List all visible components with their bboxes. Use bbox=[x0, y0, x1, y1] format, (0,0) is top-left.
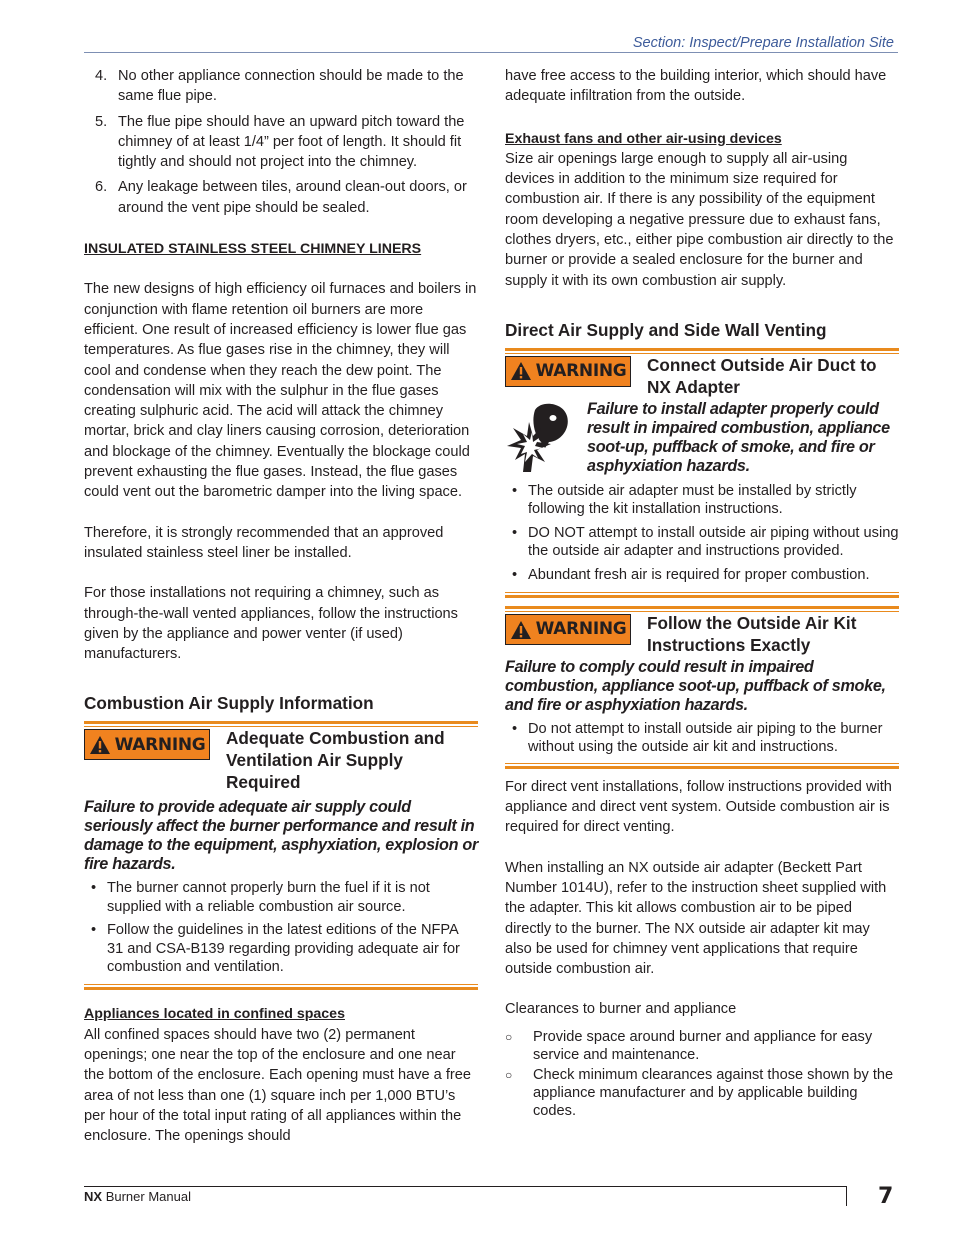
exhaust-text: Size air openings large enough to supply all air-using devices in addition to the minimum size required for combustion air. If there is any possibility of the equipment room developing a negative pressure due to exhaust fans, clothes dryers, etc., either pipe combustion air directly to the burner or provide a sealed enclosure for the burner and supply it with its own combustion air supply. bbox=[505, 150, 894, 289]
list-item: • Do not attempt to install outside air piping to the burner without using the outside air kit and instructions. bbox=[512, 721, 883, 756]
warning-badge: WARNING bbox=[505, 356, 631, 387]
section-label: Section: Inspect/Prepare Installation Site bbox=[632, 35, 894, 51]
direct-air-heading: Direct Air Supply and Side Wall Venting bbox=[505, 319, 827, 340]
warning-top-rule bbox=[84, 721, 478, 724]
clearances-label: Clearances to burner and appliance bbox=[505, 1001, 737, 1018]
warning-italic-text: Failure to install adapter properly could result in impaired combustion, appliance soot-up, puffback of smoke, and fire or asphyxiation hazards. bbox=[587, 399, 890, 475]
warning-bottom-rule bbox=[505, 595, 899, 598]
warning-title: Connect Outside Air Duct to NX Adapter bbox=[647, 354, 877, 397]
warning-block-outside-air-kit bbox=[505, 606, 899, 769]
list-item: 4. No other appliance connection should be made to the same flue pipe. bbox=[95, 68, 464, 105]
list-item: • The outside air adapter must be installed by strictly following the kit installation instructions. bbox=[512, 482, 857, 518]
header-rule bbox=[84, 52, 898, 53]
right-column bbox=[505, 66, 899, 1122]
explosion-hazard-icon bbox=[505, 402, 571, 474]
warning-bullets bbox=[505, 482, 899, 584]
warning-block-adequate-air bbox=[84, 721, 478, 990]
warning-triangle-icon bbox=[89, 735, 111, 755]
warning-triangle-icon bbox=[510, 361, 532, 381]
liners-heading: INSULATED STAINLESS STEEL CHIMNEY LINERS bbox=[84, 241, 422, 258]
warning-bottom-rule bbox=[505, 766, 899, 769]
warning-bullets bbox=[505, 720, 899, 757]
warning-italic-text: Failure to comply could result in impaired combustion, appliance soot-up, puffback of smoke, and fire or asphyxiation hazards. bbox=[505, 658, 886, 714]
list-item: ○ Provide space around burner and appliance for easy service and maintenance. bbox=[505, 1028, 873, 1064]
direct-vent-paragraph-2: When installing an NX outside air adapter (Beckett Part Number 1014U), refer to the instruction sheet supplied with the adapter. This kit allows combustion air to be piped directly to the burner. The NX outside air adapter kit may also be used for chimney vent applications that require outside combustion air. bbox=[505, 859, 887, 978]
confined-text: All confined spaces should have two (2) permanent openings; one near the top of the enclosure and one near the bottom of the enclosure. Each opening must have a free area of not less than one (1) square inch per 1,000 BTU’s per hour of the total input rating of all appliances within the enclosure. The openings should bbox=[84, 1026, 471, 1145]
continued-text: have free access to the building interior, which should have adequate infiltration from the outside. bbox=[505, 68, 887, 105]
list-item: • Abundant fresh air is required for proper combustion. bbox=[512, 566, 870, 583]
warning-bullets bbox=[84, 879, 478, 976]
warning-top-rule bbox=[505, 606, 899, 609]
page-number: 7 bbox=[878, 1184, 894, 1209]
warning-block-outside-air-duct bbox=[505, 348, 899, 598]
warning-italic-text: Failure to provide adequate air supply could seriously affect the burner performance and result in damage to the equipment, asphyxiation, explosion or fire hazards. bbox=[84, 798, 478, 874]
list-item: 6. Any leakage between tiles, around clean-out doors, or around the vent pipe should be sealed. bbox=[95, 179, 467, 216]
list-item: • Follow the guidelines in the latest editions of the NFPA 31 and CSA-B139 regarding providing adequate air for combustion and ventilation. bbox=[91, 922, 460, 976]
clearances-list bbox=[505, 1028, 899, 1121]
exhaust-heading: Exhaust fans and other air-using devices bbox=[505, 130, 782, 147]
warning-badge: WARNING bbox=[84, 729, 210, 760]
numbered-list bbox=[84, 66, 478, 218]
footer-rule bbox=[84, 1186, 847, 1187]
list-item: 5. The flue pipe should have an upward pitch toward the chimney of at least 1/4” per foot of length. It should fit tightly and should not project into the chimney. bbox=[95, 113, 465, 171]
left-column bbox=[84, 66, 478, 1147]
direct-vent-paragraph-1: For direct vent installations, follow instructions provided with appliance and direct vent system. Outside combustion air is required for direct venting. bbox=[505, 778, 892, 836]
warning-badge: WARNING bbox=[505, 614, 631, 645]
warning-top-rule bbox=[505, 348, 899, 351]
liners-paragraph-3: For those installations not requiring a chimney, such as through-the-wall vented appliances, follow the instructions given by the appliance and power venter (if used) manufacturers. bbox=[84, 585, 458, 663]
confined-heading: Appliances located in confined spaces bbox=[84, 1006, 345, 1023]
warning-title: Follow the Outside Air Kit Instructions Exactly bbox=[647, 613, 857, 655]
warning-title: Adequate Combustion and Ventilation Air Supply Required bbox=[226, 728, 445, 793]
liners-paragraph-2: Therefore, it is strongly recommended that an approved insulated stainless steel liner be installed. bbox=[84, 524, 444, 561]
list-item: • The burner cannot properly burn the fuel if it is not supplied with a reliable combustion air source. bbox=[91, 880, 430, 915]
footer-divider bbox=[846, 1186, 847, 1206]
combustion-heading: Combustion Air Supply Information bbox=[84, 693, 374, 714]
list-item: ○ Check minimum clearances against those shown by the appliance manufacturer and by applicable building codes. bbox=[505, 1066, 894, 1120]
warning-bottom-rule bbox=[84, 987, 478, 990]
warning-triangle-icon bbox=[510, 620, 532, 640]
liners-paragraph-1: The new designs of high efficiency oil furnaces and boilers in conjunction with flame retention oil burners are more efficient. One result of increased efficiency is lower flue gas temperatures. As flue gases rise in the chimney, they will cool and condense when they reach the dew point. The condensation will mix with the sulphur in the flue gases creating sulphuric acid. The acid will attack the chimney mortar, brick and clay liners causing corrosion, deterioration and blockage of the chimney. Eventually the blockage could prevent exhausting the flue gases. Instead, the flue gases could vent out the barometric damper into the living space. bbox=[84, 281, 477, 501]
footer-manual-title: NX Burner Manual bbox=[84, 1189, 191, 1204]
list-item: • DO NOT attempt to install outside air piping without using the outside air adapter and instructions provided. bbox=[512, 524, 899, 560]
